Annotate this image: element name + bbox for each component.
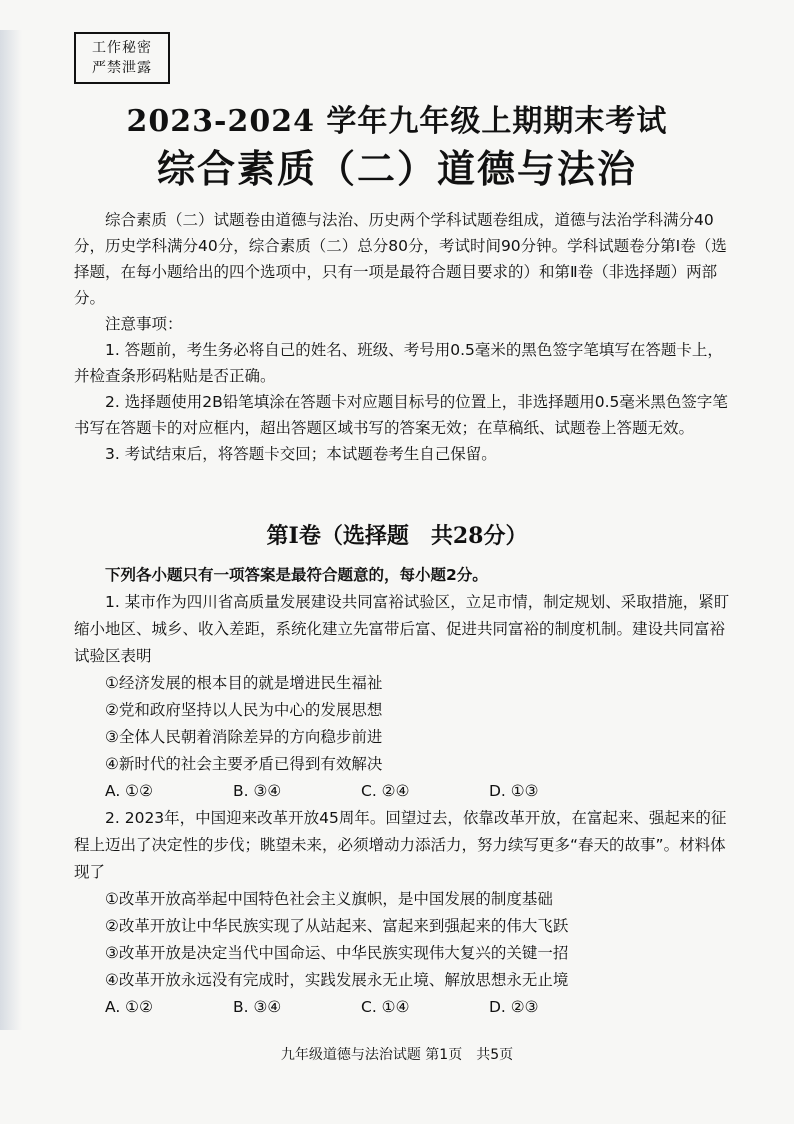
page-footer: 九年级道德与法治试题 第1页 共5页: [280, 1047, 514, 1063]
question-2-option-4: ④改革开放永远没有完成时，实践发展永无止境、解放思想永无止境: [105, 971, 569, 989]
question-1-choice-b: B. ③④: [233, 782, 282, 800]
question-2-option-1: ①改革开放高举起中国特色社会主义旗帜，是中国发展的制度基础: [105, 890, 553, 908]
question-1-choice-d: D. ①③: [489, 782, 539, 800]
questions-block: [74, 562, 734, 1021]
intro-paragraph: 综合素质（二）试题卷由道德与法治、历史两个学科试题卷组成，道德与法治学科满分40分，历史学科满分40分，综合素质（二）总分80分，考试时间90分钟。学科试题卷分第Ⅰ卷（选择题，在每小题给出的四个选项中，只有一项是最符合题目要求的）和第Ⅱ卷（非选择题）两部分。: [74, 211, 727, 307]
question-1-choice-a: A. ①②: [105, 782, 153, 800]
section-title: 第Ⅰ卷（选择题 共28分）: [266, 523, 528, 549]
question-2-option-3: ③改革开放是决定当代中国命运、中华民族实现伟大复兴的关键一招: [105, 944, 569, 962]
question-1-choice-c: C. ②④: [361, 782, 410, 800]
exam-subtitle: 综合素质（二）道德与法治: [156, 146, 637, 191]
question-2-choices: [74, 994, 734, 1021]
notice-title: 注意事项：: [105, 315, 183, 333]
question-1-option-1: ①经济发展的根本目的就是增进民生福祉: [105, 674, 383, 692]
question-1-choices: [74, 778, 734, 805]
stamp-line-1: 工作秘密: [92, 40, 152, 56]
notice-item-2: 2. 选择题使用2B铅笔填涂在答题卡对应题目标号的位置上，非选择题用0.5毫米黑色签字笔书写在答题卡的对应框内，超出答题区域书写的答案无效；在草稿纸、试题卷上答题无效。: [74, 393, 728, 437]
question-1-option-3: ③全体人民朝着消除差异的方向稳步前进: [105, 728, 383, 746]
question-1-stem: 1. 某市作为四川省高质量发展建设共同富裕试验区，立足市情，制定规划、采取措施，紧盯缩小地区、城乡、收入差距，系统化建立先富带后富、促进共同富裕的制度机制。建设共同富裕试验区表明: [74, 593, 730, 665]
confidential-stamp: [74, 32, 170, 84]
exam-title: 2023-2024 学年九年级上期期末考试: [126, 104, 668, 139]
intro-block: [74, 207, 732, 467]
question-2-choice-c: C. ①④: [361, 998, 410, 1016]
question-1-option-2: ②党和政府坚持以人民为中心的发展思想: [105, 701, 383, 719]
question-2-choice-b: B. ③④: [233, 998, 282, 1016]
question-2-choice-d: D. ②③: [489, 998, 539, 1016]
notice-item-1: 1. 答题前，考生务必将自己的姓名、班级、考号用0.5毫米的黑色签字笔填写在答题卡上，并检查条形码粘贴是否正确。: [74, 341, 723, 385]
question-2-option-2: ②改革开放让中华民族实现了从站起来、富起来到强起来的伟大飞跃: [105, 917, 569, 935]
section-instruction: 下列各小题只有一项答案是最符合题意的，每小题2分。: [105, 566, 488, 584]
question-2-choice-a: A. ①②: [105, 998, 153, 1016]
stamp-line-2: 严禁泄露: [92, 60, 152, 76]
question-2-stem: 2. 2023年，中国迎来改革开放45周年。回望过去，依靠改革开放，在富起来、强起来的征程上迈出了决定性的步伐；眺望未来，必须增动力添活力，努力续写更多“春天的故事”。材料体现了: [74, 809, 727, 881]
question-1-option-4: ④新时代的社会主要矛盾已得到有效解决: [105, 755, 383, 773]
notice-item-3: 3. 考试结束后，将答题卡交回；本试题卷考生自己保留。: [105, 445, 497, 463]
